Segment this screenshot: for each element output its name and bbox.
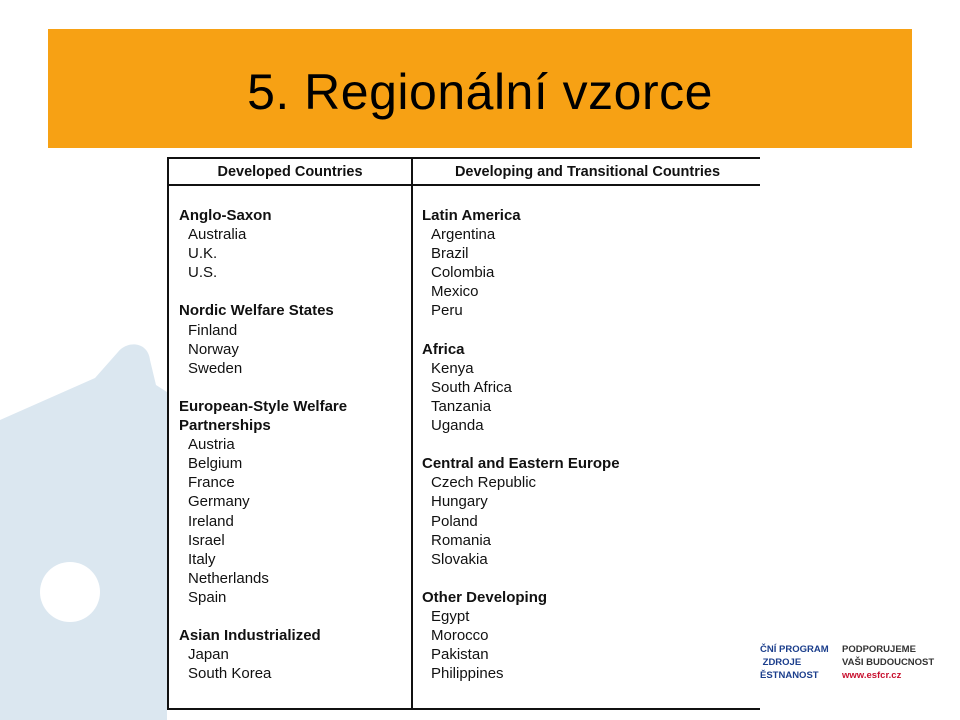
logo-program-text [760,643,829,682]
country-item: Spain [188,588,227,606]
region-group [179,206,409,282]
country-item: Colombia [431,264,495,282]
region-title [179,397,409,435]
column-divider [411,159,413,708]
country-item: U.K. [188,245,218,263]
region-title [179,206,409,225]
country-item: U.S. [188,264,218,282]
country-item: Egypt [431,607,470,625]
region-group [422,454,752,569]
region-title-line: Latin America [422,207,521,224]
logo-slogan [842,643,934,682]
region-group [179,626,409,683]
page-title: 5. Regionální vzorce [247,63,713,120]
country-item: Morocco [431,627,489,645]
country-item: Belgium [188,455,243,473]
country-item: Ireland [188,512,234,530]
country-item: Brazil [431,245,469,263]
logo-line: ZDROJE [760,657,802,668]
country-item: Austria [188,436,235,454]
slogan-line: VAŠI BUDOUCNOST [842,657,935,668]
country-item: Mexico [431,283,479,301]
region-title [422,588,752,607]
country-item: Hungary [431,493,488,511]
country-item: Israel [188,531,225,549]
country-item: Finland [188,321,238,339]
esf-logo [760,643,945,689]
region-group [422,206,752,321]
region-title-line: Other Developing [422,588,548,606]
title-bar [48,29,912,148]
country-item: Germany [188,493,250,511]
region-title [422,454,752,473]
country-item: Tanzania [431,397,492,415]
header-developing: Developing and Transitional Countries [454,164,721,180]
region-group [422,588,752,683]
slogan-line: PODPORUJEME [842,644,916,655]
region-title-line: Asian Industrialized [179,627,321,645]
region-title-line: Nordic Welfare States [179,302,334,320]
website-link[interactable]: www.esfcr.cz [842,670,902,681]
logo-line: ĚSTNANOST [760,670,819,681]
region-title [422,340,752,359]
region-title-line: Anglo-Saxon [179,207,272,224]
developing-column [422,206,752,683]
country-item: Sweden [188,359,243,377]
logo-line: ČNÍ PROGRAM [760,644,829,655]
country-item: Australia [188,226,247,244]
country-item: Uganda [431,417,484,435]
country-item: Poland [431,512,478,530]
region-group [179,301,409,377]
country-item: South Africa [431,378,512,396]
region-title [179,301,409,320]
region-title-line: European-Style Welfare [179,397,348,415]
country-item: Argentina [431,226,496,244]
country-item: Romania [431,531,492,549]
country-item: Philippines [431,665,504,683]
region-title-line: Partnerships [179,417,271,435]
region-group [422,340,752,435]
header-developed: Developed Countries [217,164,363,180]
country-item: France [188,474,235,492]
country-item: Kenya [431,359,474,377]
region-title-line: Central and Eastern Europe [422,455,620,473]
country-item: Italy [188,550,216,568]
country-item: Norway [188,340,239,358]
country-item: Netherlands [188,569,269,587]
country-item: Pakistan [431,646,489,664]
country-item: Peru [431,302,463,320]
country-item: Czech Republic [431,474,537,492]
puzzle-hole-shape [40,562,100,622]
country-item: Japan [188,646,229,664]
region-group [179,397,409,607]
country-item: Slovakia [431,550,488,568]
country-item: South Korea [188,665,272,683]
header-divider [169,184,760,186]
developed-column [179,206,409,683]
regions-table [167,157,760,710]
region-title-line: Africa [422,340,465,358]
region-title [422,206,752,225]
region-title [179,626,409,645]
